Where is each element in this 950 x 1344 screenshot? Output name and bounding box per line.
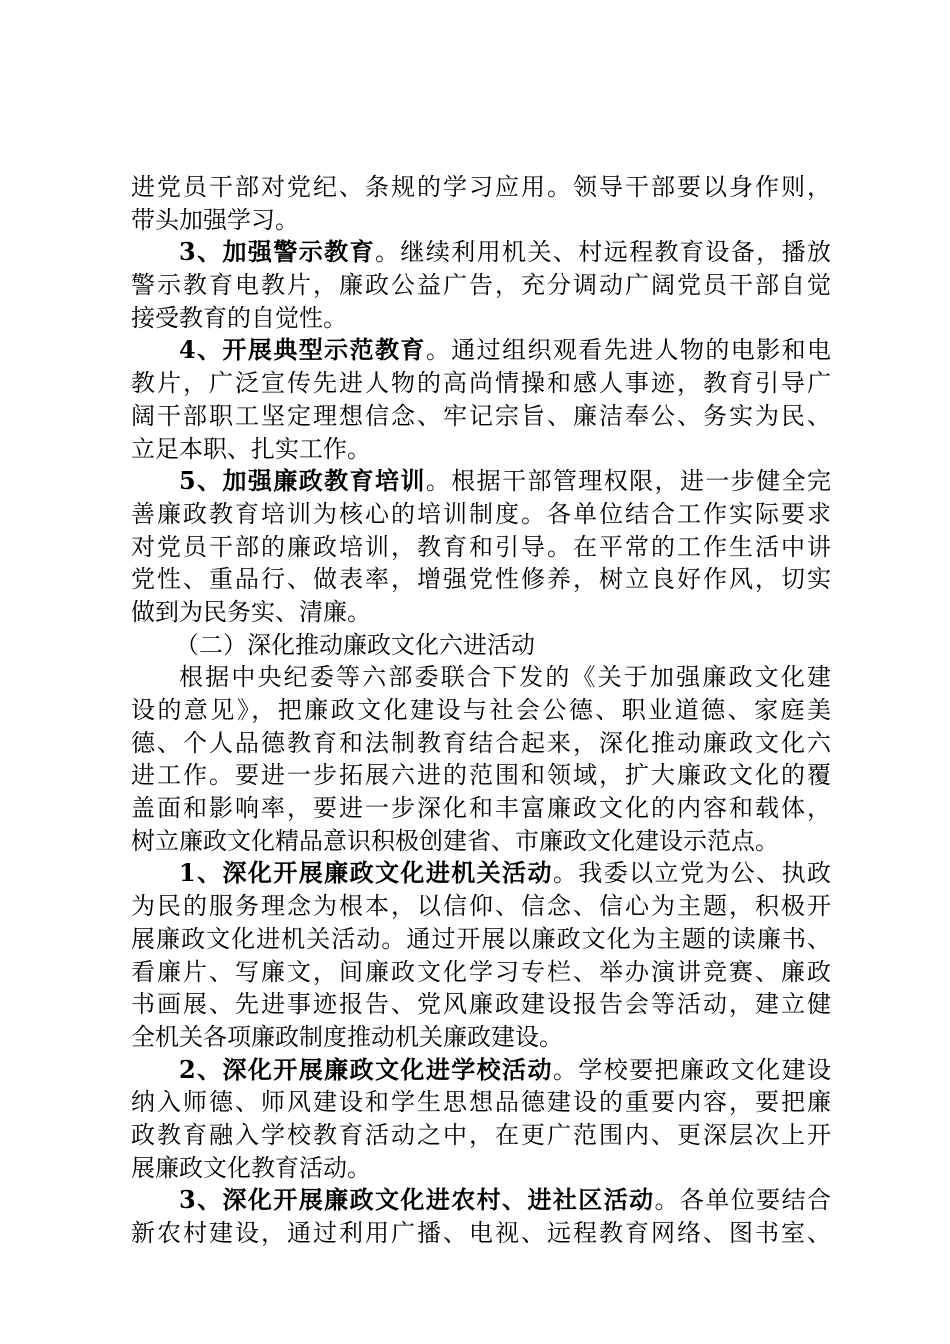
text-line (131, 1086, 831, 1119)
text-run: 。学校要把廉政文化建设 (552, 1055, 832, 1084)
section-heading (131, 629, 831, 662)
text-run: 带头加强学习。 (131, 205, 299, 234)
text-run: 党性、重品行、做表率，增强党性修养，树立良好作风，切实 (131, 565, 831, 594)
text-run: 德、个人品德教育和法制教育结合起来，深化推动廉政文化六 (131, 728, 831, 757)
text-run: 树立廉政文化精品意识积极创建省、市廉政文化建设示范点。 (131, 826, 779, 855)
document-body (131, 171, 831, 1250)
text-run: 立足本职、扎实工作。 (131, 434, 371, 463)
text-run: 警示教育电教片，廉政公益广告，充分调动广阔党员干部自觉 (131, 271, 831, 300)
text-line (131, 1021, 831, 1054)
text-run: 展廉政文化教育活动。 (131, 1153, 371, 1182)
text-run: 展廉政文化进机关活动。通过开展以廉政文化为主题的读廉书、 (131, 924, 831, 953)
text-run: 全机关各项廉政制度推动机关廉政建设。 (131, 1022, 563, 1051)
text-run: 做到为民务实、清廉。 (131, 597, 371, 626)
text-run: 。继续利用机关、村远程教育设备，播放 (375, 238, 832, 267)
text-line (131, 498, 831, 531)
text-run: 根据中央纪委等六部委联合下发的《关于加强廉政文化建 (179, 663, 831, 692)
text-run: 善廉政教育培训为核心的培训制度。各单位结合工作实际要求 (131, 499, 831, 528)
bold-item-title: 5、加强廉政教育培训 (179, 466, 426, 496)
text-line (131, 1152, 831, 1185)
text-line (131, 1119, 831, 1152)
text-run: 盖面和影响率，要进一步深化和丰富廉政文化的内容和载体， (131, 794, 831, 823)
text-run: 设的意见》，把廉政文化建设与社会公德、职业道德、家庭美 (131, 696, 831, 724)
text-line (131, 204, 831, 237)
text-line (131, 400, 831, 433)
text-line (131, 596, 831, 629)
text-line (131, 1184, 831, 1217)
text-run: 。我委以立党为公、执政 (552, 859, 832, 888)
text-line (131, 531, 831, 564)
text-line (131, 334, 831, 367)
bold-item-title: 4、开展典型示范教育 (179, 335, 426, 365)
text-line (131, 727, 831, 760)
text-run: 进工作。要进一步拓展六进的范围和领域，扩大廉政文化的覆 (131, 761, 831, 790)
text-line (131, 857, 831, 890)
text-run: 政教育融入学校教育活动之中，在更广范围内、更深层次上开 (131, 1120, 831, 1149)
text-line (131, 956, 831, 989)
text-line (131, 563, 831, 596)
bold-item-title: 2、深化开展廉政文化进学校活动 (179, 1054, 553, 1084)
bold-item-title: 3、深化开展廉政文化进农村、进社区活动 (179, 1185, 655, 1215)
bold-item-title: 1、深化开展廉政文化进机关活动 (179, 858, 553, 888)
text-run: 接受教育的自觉性。 (131, 303, 347, 332)
text-run: 。通过组织观看先进人物的电影和电 (425, 336, 832, 365)
text-run: 。根据干部管理权限，进一步健全完 (425, 467, 832, 496)
text-line (131, 433, 831, 466)
text-run: 纳入师德、师风建设和学生思想品德建设的重要内容，要把廉 (131, 1088, 831, 1117)
text-run: 。各单位要结合 (654, 1186, 832, 1215)
text-line (131, 923, 831, 956)
text-run: 教片，广泛宣传先进人物的高尚情操和感人事迹，教育引导广 (131, 369, 831, 398)
text-run: 对党员干部的廉政培训，教育和引导。在平常的工作生活中讲 (131, 532, 831, 561)
text-run: 书画展、先进事迹报告、党风廉政建设报告会等活动，建立健 (131, 990, 831, 1019)
text-line (131, 825, 831, 858)
text-line (131, 465, 831, 498)
text-run: 进党员干部对党纪、条规的学习应用。领导干部要以身作则， (131, 173, 831, 201)
text-run: 为民的服务理念为根本，以信仰、信念、信心为主题，积极开 (131, 892, 831, 921)
text-line (131, 988, 831, 1021)
text-line (131, 171, 831, 204)
text-line (131, 1217, 831, 1250)
text-line (131, 302, 831, 335)
text-line (131, 236, 831, 269)
text-line (131, 792, 831, 825)
text-run: 新农村建设，通过利用广播、电视、远程教育网络、图书室、 (131, 1219, 831, 1247)
text-line (131, 269, 831, 302)
text-line (131, 759, 831, 792)
text-run: 阔干部职工坚定理想信念、牢记宗旨、廉洁奉公、务实为民、 (131, 401, 831, 430)
text-line (131, 367, 831, 400)
text-line (131, 694, 831, 727)
bold-item-title: 3、加强警示教育 (179, 237, 375, 267)
text-line (131, 890, 831, 923)
text-run: （二）深化推动廉政文化六进活动 (175, 630, 535, 659)
text-line (131, 1054, 831, 1087)
text-run: 看廉片、写廉文，间廉政文化学习专栏、举办演讲竞赛、廉政 (131, 957, 831, 986)
text-line (131, 661, 831, 694)
